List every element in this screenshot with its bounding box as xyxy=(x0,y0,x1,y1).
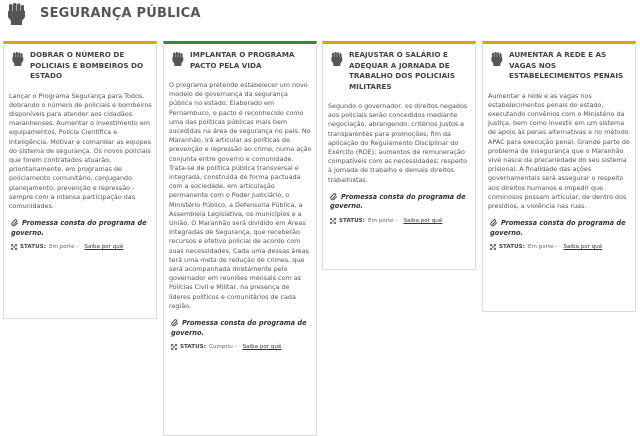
promise-note xyxy=(330,193,471,212)
raised-fist-icon xyxy=(171,52,184,66)
card-title: AUMENTAR A REDE E AS VAGAS NOS ESTABELECIMENTOS PENAIS xyxy=(509,50,624,80)
raised-fist-icon xyxy=(6,3,26,25)
expand-arrows-icon xyxy=(490,244,496,250)
status-value: Cumpriu - xyxy=(208,344,237,351)
raised-fist-icon xyxy=(11,52,24,66)
page-header xyxy=(0,0,640,30)
paperclip-icon xyxy=(490,219,498,227)
promise-card xyxy=(163,41,317,436)
paperclip-icon xyxy=(330,193,338,201)
status-row xyxy=(11,244,152,250)
promise-text: Promessa consta do programa de governo. xyxy=(171,319,307,337)
status-label: STATUS: xyxy=(339,217,365,224)
promise-card xyxy=(322,41,476,270)
saiba-por-que-link[interactable]: Saiba por quê xyxy=(563,244,603,251)
card-description: Aumentar a rede e as vagas nos estabelecimentos penais do estado, executando convênios com o Ministério da Justiça, bem como investir em um sistema de apoio às penas alternativas e no método APAC para execução penal. Grande parte do problema de insegurança que o Maranhão vive nasce da precariedade do seu sistema prisional. A finalidade das ações governamentais será assegurar o respeito aos direitos humanos e impedir que criminosos possam articular, de dentro dos presídios, a violência nas ruas. xyxy=(488,91,630,210)
status-value: Em porte - xyxy=(527,244,558,251)
card-title: REAJUSTAR O SALÁRIO E ADEQUAR A JORNADA DE TRABALHO DOS POLICIAIS MILITARES xyxy=(349,50,455,91)
status-value: Em porte - xyxy=(48,244,79,251)
status-value: Em porte - xyxy=(367,217,398,224)
raised-fist-icon xyxy=(330,52,343,66)
saiba-por-que-link[interactable]: Saiba por quê xyxy=(84,244,124,251)
status-row xyxy=(490,244,631,250)
status-label: STATUS: xyxy=(499,244,525,251)
promise-text: Promessa consta do programa de governo. xyxy=(11,219,147,237)
status-label: STATUS: xyxy=(180,344,206,351)
saiba-por-que-link[interactable]: Saiba por quê xyxy=(403,217,443,224)
status-label: STATUS: xyxy=(20,244,46,251)
promise-card xyxy=(482,41,636,312)
promise-note xyxy=(490,219,631,238)
paperclip-icon xyxy=(171,319,179,327)
card-description: Lançar o Programa Segurança para Todos, dobrando o número de policiais e bombeiros disponíveis para atender aos cidadãos maranhenses. Aumentar o investimento em equipamentos, Polícia Científica e Inteligência. Motivar e comandar as equipes do sistema de segurança. Os novos policiais que forem contratados atuarão, prioritariamente, em programas de policiamento comunitário, conjugando planejamento, prevenção e repressão - sempre com a intensa participação das comunidades. xyxy=(9,91,152,210)
paperclip-icon xyxy=(11,219,19,227)
status-row xyxy=(171,344,312,350)
promise-note xyxy=(11,219,152,238)
card-description: O programa pretende estabelecer um novo modelo de governança da segurança pública no estado. Elaborado em Pernambuco, o pacto é reconhecido como uma das políticas públicas mais bem sucedidas na área de segurança no país. No Maranhão, irá articular as políticas de prevenção e repressão ao crime, numa ação conjunta entre governo e comunidade. Trata-se de política pública transversal e integrada, construída de forma pactuada com a sociedade, em articulação permanente com o Poder Judiciário, o Ministério Público, a Defensoria Pública, a Assembleia Legislativa, os municípios e a União. O Maranhão será dividido em Áreas Integradas de Segurança, que receberão recursos e efetivo policial de acordo com suas necessidades. Cada uma dessas áreas terá uma meta de redução de crimes, que será acompanhada diretamente pelo governador em reuniões mensais com as Polícias Civil e Militar, na presença de líderes políticos e comunitários de cada região. xyxy=(169,81,312,310)
card-description: Segundo o governador, os direitos negados aos policiais serão concedidos mediante negociação, abrangendo: critérios justos e transparentes para promoções; fim da aplicação do Regulamento Disciplinar do Exército (RDE); aumentos de remuneração compatíveis com as necessidades; respeito à jornada de trabalho e demais direitos trabalhistas. xyxy=(328,102,468,184)
card-title: IMPLANTAR O PROGRAMA PACTO PELA VIDA xyxy=(190,50,295,70)
expand-arrows-icon xyxy=(11,244,17,250)
page-title: SEGURANÇA PÚBLICA xyxy=(40,6,201,21)
saiba-por-que-link[interactable]: Saiba por quê xyxy=(242,344,282,351)
promise-text: Promessa consta do programa de governo. xyxy=(330,192,466,211)
expand-arrows-icon xyxy=(171,344,177,350)
raised-fist-icon xyxy=(490,52,503,66)
status-row xyxy=(330,218,471,224)
promise-card xyxy=(3,41,157,319)
card-title: DOBRAR O NÚMERO DE POLICIAIS E BOMBEIROS DO ESTADO xyxy=(30,50,144,80)
expand-arrows-icon xyxy=(330,218,336,224)
promise-text: Promessa consta do programa de governo. xyxy=(490,219,626,237)
promise-note xyxy=(171,319,312,338)
